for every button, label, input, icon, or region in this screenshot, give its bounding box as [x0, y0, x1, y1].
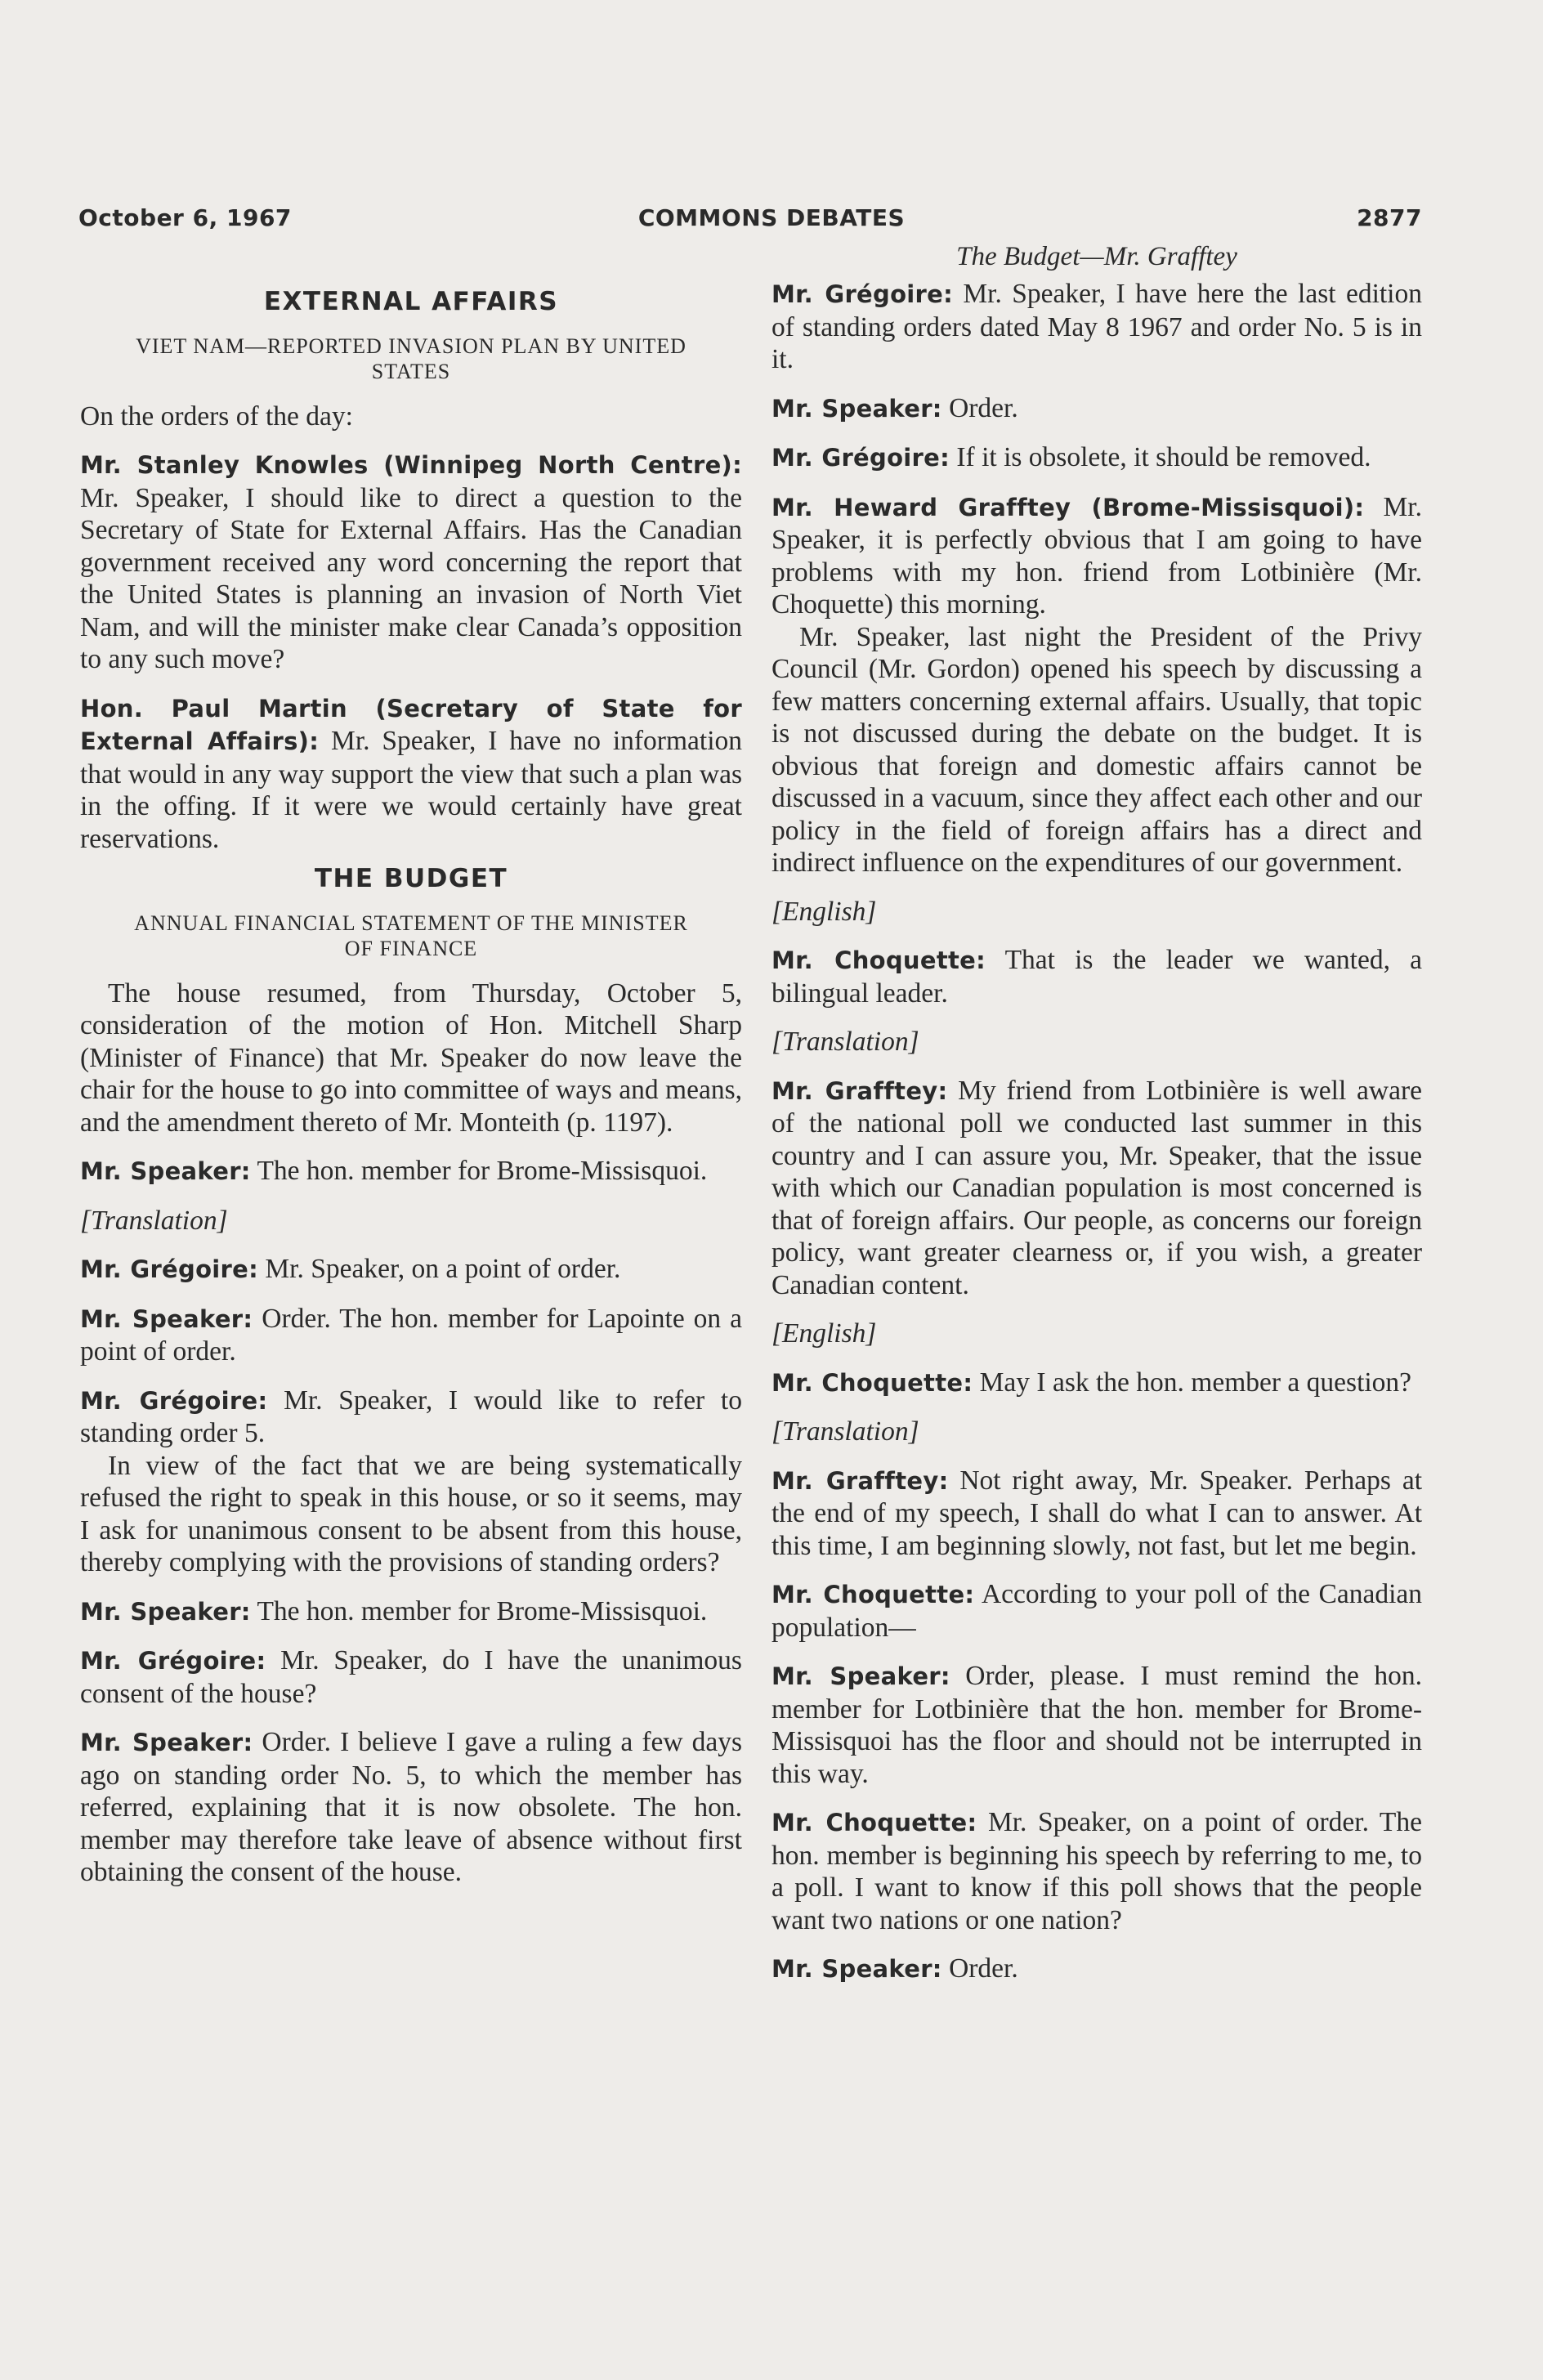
speaker-name: Mr. Speaker: [772, 1955, 942, 1983]
speaker-name: Mr. Speaker: [772, 1662, 950, 1690]
speech-text: Mr. Speaker, on a point of order. The hon. member is beginning his speech by referring to me, to a poll. I want to know if this poll shows that the people want two nations or one nation? [772, 1807, 1422, 1935]
paragraph [772, 1953, 1422, 1986]
paragraph [80, 449, 742, 676]
paragraph [772, 1578, 1422, 1644]
page-number: 2877 [1357, 204, 1422, 231]
paragraph [772, 1367, 1422, 1400]
section-title-external-affairs: EXTERNAL AFFAIRS [263, 287, 559, 316]
paragraph: Mr. Speaker, last night the President of the Privy Council (Mr. Gordon) opened his speech by discussing a few matters concerning external affairs. Usually, that topic is not discussed during the debate on the budget. It is obvious that foreign and domestic affairs cannot be discussed in a vacuum, since they affect each other and our policy in the field of foreign affairs has a direct and indirect influence on the expenditures of our government. [772, 621, 1422, 878]
speech-text: May I ask the hon. member a question? [973, 1367, 1412, 1398]
left-column [80, 278, 742, 1889]
speaker-name: Mr. Choquette: [772, 1809, 977, 1836]
language-note: [English] [772, 896, 877, 927]
speaker-name: Mr. Speaker: [80, 1157, 251, 1185]
speaker-name: Hon. Paul Martin (Secretary of State for External Affairs): [80, 694, 742, 755]
paragraph [772, 392, 1422, 426]
paragraph [772, 441, 1422, 475]
section-subtitle-financial-statement: ANNUAL FINANCIAL STATEMENT OF THE MINISTER OF FINANCE [134, 910, 688, 960]
speaker-name: Mr. Choquette: [772, 1581, 975, 1608]
paragraph [80, 1303, 742, 1368]
paragraph [772, 491, 1422, 621]
paragraph [772, 1075, 1422, 1302]
speaker-name: Mr. Stanley Knowles (Winnipeg North Centre): [80, 451, 742, 479]
speech-text: Mr. Speaker, do I have the unanimous consent of the house? [80, 1645, 742, 1709]
header-date: October 6, 1967 [78, 204, 292, 231]
paragraph [772, 1465, 1422, 1563]
right-column [772, 278, 1422, 1986]
speaker-name: Mr. Grégoire: [80, 1386, 268, 1415]
paragraph [80, 1726, 742, 1889]
language-note: [Translation] [772, 1027, 919, 1057]
speaker-name: Mr. Speaker: [80, 1304, 253, 1333]
language-note: [Translation] [772, 1416, 919, 1447]
speaker-name: Mr. Speaker: [80, 1729, 253, 1756]
speech-text: If it is obsolete, it should be removed. [950, 442, 1371, 472]
speech-text: Mr. Speaker, I would like to refer to standing order 5. [80, 1385, 742, 1448]
speaker-name: Mr. Choquette: [772, 1368, 973, 1397]
speaker-name: Mr. Grégoire: [80, 1255, 259, 1283]
section-title-the-budget: THE BUDGET [314, 864, 508, 893]
speech-text: Order, please. I must remind the hon. member for Lotbinière that the hon. member for Brome-Missisquoi has the floor and should not be interrupted in this way. [772, 1661, 1423, 1789]
speaker-name: Mr. Speaker: [772, 394, 942, 423]
speaker-name: Mr. Grégoire: [80, 1647, 266, 1675]
speech-text: Order. The hon. member for Lapointe on a point of order. [80, 1303, 742, 1367]
paragraph [80, 1385, 742, 1450]
speech-text: My friend from Lotbinière is well aware of the national poll we conducted last summer in this country and I can assure you, Mr. Speaker, that the issue with which our Canadian population is most concerned is that of foreign affairs. Our people, as concerns our foreign policy, want greater clearness or, if you wish, a greater Canadian content. [772, 1075, 1422, 1300]
speech-text: Mr. Speaker, it is perfectly obvious that I am going to have problems with my hon. friend from Lotbinière (Mr. Choquette) this morning. [772, 491, 1422, 620]
speech-text: The hon. member for Brome-Missisquoi. [250, 1156, 708, 1186]
paragraph [772, 278, 1422, 376]
speech-text: Mr. Speaker, on a point of order. [258, 1254, 621, 1284]
speech-text: Not right away, Mr. Speaker. Perhaps at the end of my speech, I shall do what I can to answer. At this time, I am beginning slowly, not fast, but let me begin. [772, 1465, 1422, 1561]
paragraph: The house resumed, from Thursday, October 5, consideration of the motion of Hon. Mitchell Sharp (Minister of Finance) that Mr. Speaker do now leave the chair for the house to go into committee of ways and means, and the amendment thereto of Mr. Monteith (p. 1197). [80, 978, 742, 1138]
speech-text: Order. [941, 1953, 1018, 1984]
speaker-name: Mr. Grafftey: [772, 1076, 948, 1105]
section-subtitle-viet-nam: VIET NAM—REPORTED INVASION PLAN BY UNITED STATES [136, 333, 687, 383]
speaker-name: Mr. Heward Grafftey (Brome-Missisquoi): [772, 493, 1365, 521]
speech-text: That is the leader we wanted, a bilingual leader. [772, 945, 1422, 1009]
speech-text: Mr. Speaker, I should like to direct a question to the Secretary of State for External Affairs. Has the Canadian government received any word concerning the report that the United States is planning an invasion of North Viet Nam, and will the minister make clear Canada’s opposition to any such move? [80, 482, 742, 674]
paragraph [772, 1806, 1422, 1936]
paragraph [772, 1660, 1422, 1790]
speaker-name: Mr. Choquette: [772, 946, 986, 974]
speech-text: The hon. member for Brome-Missisquoi. [250, 1595, 708, 1626]
paragraph: In view of the fact that we are being systematically refused the right to speak in this house, or so it seems, may I ask for unanimous consent to be absent from this house, thereby complying with the provisions of standing orders? [80, 1450, 742, 1577]
paragraph [772, 944, 1422, 1009]
language-note: [English] [772, 1318, 877, 1349]
speaker-name: Mr. Speaker: [80, 1597, 251, 1626]
speaker-name: Mr. Grafftey: [772, 1466, 949, 1495]
paragraph [80, 1644, 742, 1710]
speaker-name: Mr. Grégoire: [772, 280, 954, 308]
paragraph [80, 1253, 742, 1286]
running-head: The Budget—Mr. Grafftey [956, 242, 1237, 271]
paragraph [80, 692, 742, 856]
paragraph [80, 1155, 742, 1188]
speech-text: Mr. Speaker, I have no information that would in any way support the view that such a plan was in the offing. If it were we would certainly have great reservations. [80, 726, 743, 854]
paragraph [80, 1595, 742, 1629]
header-title: COMMONS DEBATES [637, 204, 906, 231]
speech-text: Order. [941, 392, 1018, 423]
speaker-name: Mr. Grégoire: [772, 444, 950, 472]
speech-text: Order. I believe I gave a ruling a few days ago on standing order No. 5, to which the member has referred, explaining that it is now obsolete. The hon. member may therefore take leave of absence without first obtaining the consent of the house. [80, 1727, 742, 1887]
paragraph: On the orders of the day: [80, 400, 353, 432]
speech-text: According to your poll of the Canadian population— [772, 1579, 1422, 1643]
speech-text: Mr. Speaker, I have here the last edition of standing orders dated May 8 1967 and order No. 5 is in it. [772, 279, 1422, 374]
language-note: [Translation] [80, 1205, 228, 1236]
